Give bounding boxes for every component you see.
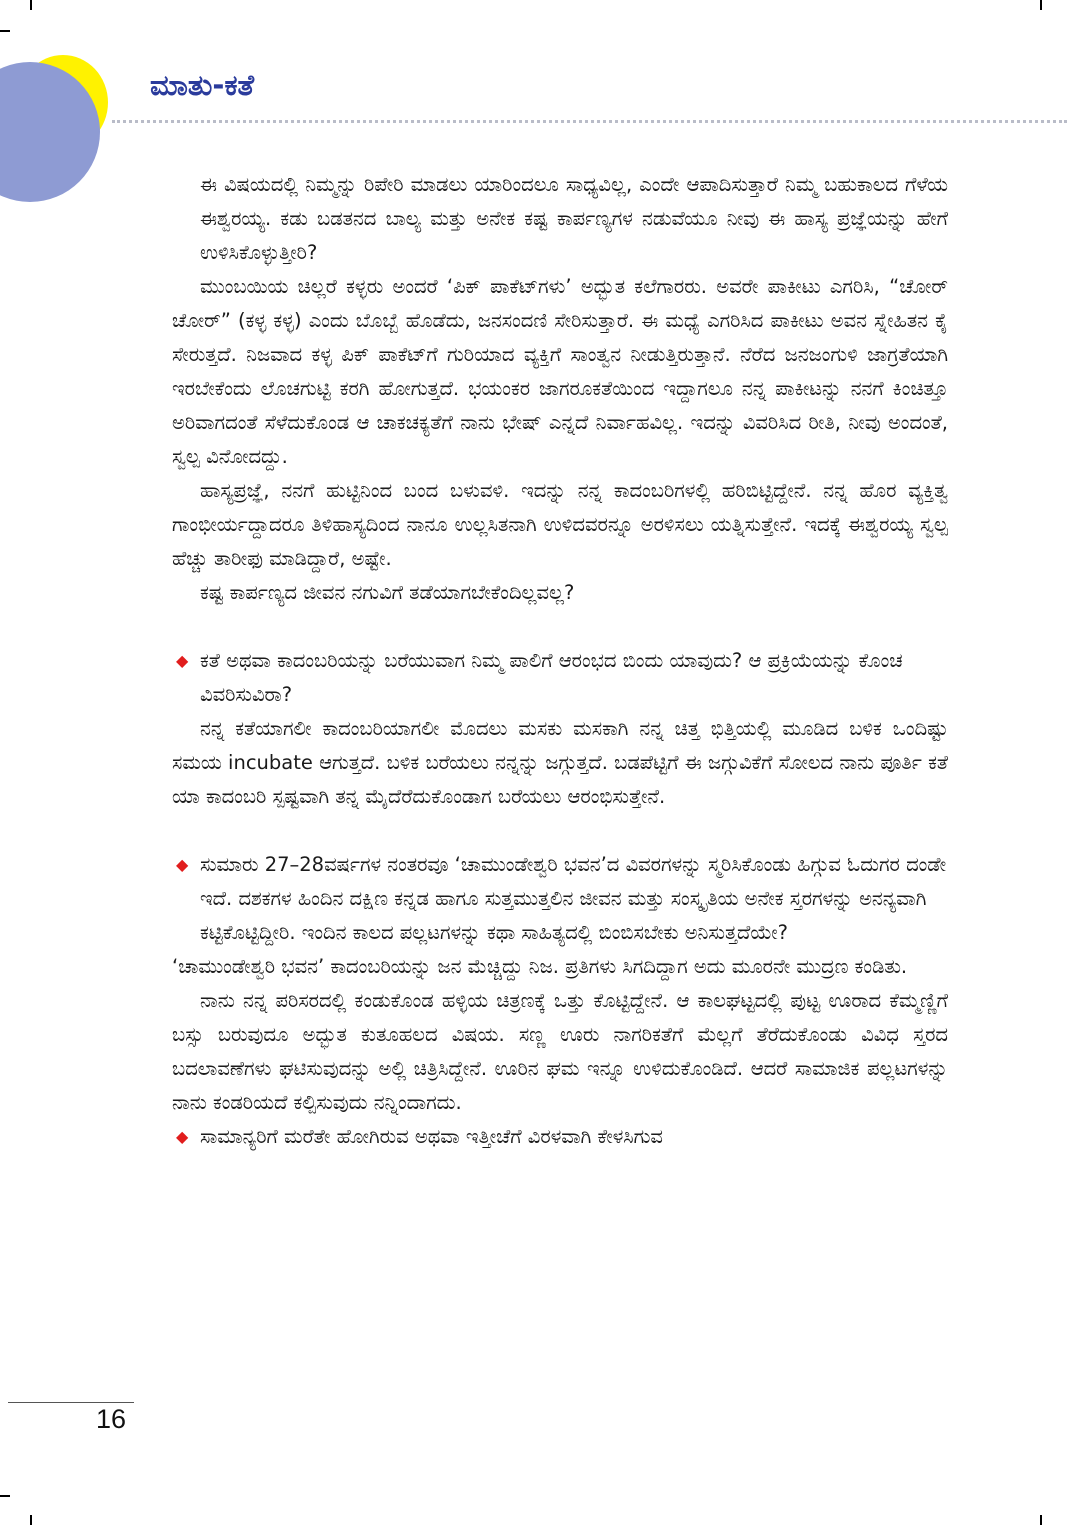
question-text: ಸಾಮಾನ್ಯರಿಗೆ ಮರೆತೇ ಹೋಗಿರುವ ಅಥವಾ ಇತ್ತೀಚೆಗೆ ವಿರಳವಾಗಿ ಕೇಳಸಿಗುವ bbox=[200, 1125, 663, 1148]
question-continuation: ಈ ವಿಷಯದಲ್ಲಿ ನಿಮ್ಮನ್ನು ರಿಪೇರಿ ಮಾಡಲು ಯಾರಿಂದಲೂ ಸಾಧ್ಯವಿಲ್ಲ, ಎಂದೇ ಆಪಾದಿಸುತ್ತಾರೆ ನಿಮ್ಮ ಬಹುಕಾಲದ ಗೆಳೆಯ ಈಶ್ವರಯ್ಯ. ಕಡು ಬಡತನದ ಬಾಲ್ಯ ಮತ್ತು ಅನೇಕ ಕಷ್ಟ ಕಾರ್ಪಣ್ಯಗಳ ನಡುವೆಯೂ ನೀವು ಈ ಹಾಸ್ಯ ಪ್ರಜ್ಞೆಯನ್ನು ಹೇಗೆ ಉಳಿಸಿಕೊಳ್ಳುತ್ತೀರಿ? bbox=[200, 173, 948, 264]
section-gap bbox=[172, 610, 948, 644]
crop-mark bbox=[0, 30, 10, 32]
crop-mark bbox=[30, 0, 32, 10]
red-diamond-icon: ◆ bbox=[176, 1127, 189, 1146]
section-gap bbox=[172, 814, 948, 848]
dotted-divider bbox=[112, 120, 1067, 123]
question-block bbox=[172, 848, 948, 950]
question-text: ಸುಮಾರು 27–28ವರ್ಷಗಳ ನಂತರವೂ ‘ಚಾಮುಂಡೇಶ್ವರಿ ಭವನ’ದ ವಿವರಗಳನ್ನು ಸ್ಮರಿಸಿಕೊಂಡು ಹಿಗ್ಗುವ ಓದುಗರ ದಂಡೇ ಇದೆ. ದಶಕಗಳ ಹಿಂದಿನ ದಕ್ಷಿಣ ಕನ್ನಡ ಹಾಗೂ ಸುತ್ತಮುತ್ತಲಿನ ಜೀವನ ಮತ್ತು ಸಂಸ್ಕೃತಿಯ ಅನೇಕ ಸ್ತರಗಳನ್ನು ಅನನ್ಯವಾಗಿ ಕಟ್ಟಿಕೊಟ್ಟಿದ್ದೀರಿ. ಇಂದಿನ ಕಾಲದ ಪಲ್ಲಟಗಳನ್ನು ಕಥಾ ಸಾಹಿತ್ಯದಲ್ಲಿ ಬಿಂಬಿಸಬೇಕು ಅನಿಸುತ್ತದೆಯೇ? bbox=[200, 853, 947, 944]
page-number: 16 bbox=[96, 1404, 127, 1434]
crop-mark bbox=[1040, 0, 1042, 10]
section-title: ಮಾತು-ಕತೆ bbox=[150, 68, 255, 102]
answer-paragraph: ‘ಚಾಮುಂಡೇಶ್ವರಿ ಭವನ’ ಕಾದಂಬರಿಯನ್ನು ಜನ ಮೆಚ್ಚಿದ್ದು ನಿಜ. ಪ್ರತಿಗಳು ಸಿಗದಿದ್ದಾಗ ಅದು ಮೂರನೇ ಮುದ್ರಣ ಕಂಡಿತು. bbox=[172, 955, 908, 978]
answer-paragraph: ಮುಂಬಯಿಯ ಚಿಲ್ಲರೆ ಕಳ್ಳರು ಅಂದರೆ ‘ಪಿಕ್ ಪಾಕೆಟ್‌ಗಳು’ ಅದ್ಭುತ ಕಲೆಗಾರರು. ಅವರೇ ಪಾಕೀಟು ಎಗರಿಸಿ, “ಚೋರ್ ಚೋರ್” (ಕಳ್ಳ ಕಳ್ಳ) ಎಂದು ಬೊಬ್ಬೆ ಹೊಡೆದು, ಜನಸಂದಣಿ ಸೇರಿಸುತ್ತಾರೆ. ಈ ಮಧ್ಯೆ ಎಗರಿಸಿದ ಪಾಕೀಟು ಅವನ ಸ್ನೇಹಿತನ ಕೈ ಸೇರುತ್ತದೆ. ನಿಜವಾದ ಕಳ್ಳ ಪಿಕ್ ಪಾಕೆಟ್‌ಗೆ ಗುರಿಯಾದ ವ್ಯಕ್ತಿಗೆ ಸಾಂತ್ವನ ನೀಡುತ್ತಿರುತ್ತಾನೆ. ನೆರೆದ ಜನಜಂಗುಳಿ ಜಾಗ್ರತೆಯಾಗಿ ಇರಬೇಕೆಂದು ಲೊಚಗುಟ್ಟಿ ಕರಗಿ ಹೋಗುತ್ತದೆ. ಭಯಂಕರ ಜಾಗರೂಕತೆಯಿಂದ ಇದ್ದಾಗಲೂ ನನ್ನ ಪಾಕೀಟನ್ನು ನನಗೆ ಕಿಂಚಿತ್ತೂ ಅರಿವಾಗದಂತೆ ಸೆಳೆದುಕೊಂಡ ಆ ಚಾಕಚಕ್ಯತೆಗೆ ನಾನು ಭೇಷ್ ಎನ್ನದೆ ನಿರ್ವಾಹವಿಲ್ಲ. ಇದನ್ನು ವಿವರಿಸಿದ ರೀತಿ, ನೀವು ಅಂದಂತೆ, ಸ್ವಲ್ಪ ವಿನೋದದ್ದು. bbox=[172, 275, 948, 468]
crop-mark bbox=[1040, 1515, 1042, 1525]
answer-paragraph: ಹಾಸ್ಯಪ್ರಜ್ಞೆ, ನನಗೆ ಹುಟ್ಟಿನಿಂದ ಬಂದ ಬಳುವಳಿ. ಇದನ್ನು ನನ್ನ ಕಾದಂಬರಿಗಳಲ್ಲಿ ಹರಿಬಿಟ್ಟಿದ್ದೇನೆ. ನನ್ನ ಹೊರ ವ್ಯಕ್ತಿತ್ವ ಗಾಂಭೀರ್ಯದ್ದಾದರೂ ತಿಳಿಹಾಸ್ಯದಿಂದ ನಾನೂ ಉಲ್ಲಸಿತನಾಗಿ ಉಳಿದವರನ್ನೂ ಅರಳಿಸಲು ಯತ್ನಿಸುತ್ತೇನೆ. ಇದಕ್ಕೆ ಈಶ್ವರಯ್ಯ ಸ್ವಲ್ಪ ಹೆಚ್ಚು ತಾರೀಫು ಮಾಡಿದ್ದಾರೆ, ಅಷ್ಟೇ. bbox=[172, 479, 948, 570]
question-block bbox=[172, 1120, 948, 1154]
question-text: ಕತೆ ಅಥವಾ ಕಾದಂಬರಿಯನ್ನು ಬರೆಯುವಾಗ ನಿಮ್ಮ ಪಾಲಿಗೆ ಆರಂಭದ ಬಿಂದು ಯಾವುದು? ಆ ಪ್ರಕ್ರಿಯೆಯನ್ನು ಕೊಂಚ ವಿವರಿಸುವಿರಾ? bbox=[200, 649, 903, 706]
crop-mark bbox=[0, 1495, 10, 1497]
answer-paragraph: ಕಷ್ಟ ಕಾರ್ಪಣ್ಯದ ಜೀವನ ನಗುವಿಗೆ ತಡೆಯಾಗಬೇಕೆಂದಿಲ್ಲವಲ್ಲ? bbox=[200, 581, 575, 604]
red-diamond-icon: ◆ bbox=[176, 651, 189, 670]
red-diamond-icon: ◆ bbox=[176, 855, 189, 874]
answer-paragraph: ನನ್ನ ಕತೆಯಾಗಲೀ ಕಾದಂಬರಿಯಾಗಲೀ ಮೊದಲು ಮಸಕು ಮಸಕಾಗಿ ನನ್ನ ಚಿತ್ತ ಭಿತ್ತಿಯಲ್ಲಿ ಮೂಡಿದ ಬಳಿಕ ಒಂದಿಷ್ಟು ಸಮಯ incubate ಆಗುತ್ತದೆ. ಬಳಿಕ ಬರೆಯಲು ನನ್ನನ್ನು ಜಗ್ಗುತ್ತದೆ. ಬಡಪೆಟ್ಟಿಗೆ ಈ ಜಗ್ಗುವಿಕೆಗೆ ಸೋಲದ ನಾನು ಪೂರ್ತಿ ಕತೆ ಯಾ ಕಾದಂಬರಿ ಸ್ಪಷ್ಟವಾಗಿ ತನ್ನ ಮೈದೆರೆದುಕೊಂಡಾಗ ಬರೆಯಲು ಆರಂಭಿಸುತ್ತೇನೆ. bbox=[172, 717, 948, 808]
question-block bbox=[172, 644, 948, 712]
footer-rule bbox=[8, 1402, 134, 1403]
article-body bbox=[172, 168, 948, 1154]
crop-mark bbox=[30, 1515, 32, 1525]
answer-paragraph: ನಾನು ನನ್ನ ಪರಿಸರದಲ್ಲಿ ಕಂಡುಕೊಂಡ ಹಳ್ಳಿಯ ಚಿತ್ರಣಕ್ಕೆ ಒತ್ತು ಕೊಟ್ಟಿದ್ದೇನೆ. ಆ ಕಾಲಘಟ್ಟದಲ್ಲಿ ಪುಟ್ಟ ಊರಾದ ಕೆಮ್ಮಣ್ಣಿಗೆ ಬಸ್ಸು ಬರುವುದೂ ಅದ್ಭುತ ಕುತೂಹಲದ ವಿಷಯ. ಸಣ್ಣ ಊರು ನಾಗರಿಕತೆಗೆ ಮೆಲ್ಲಗೆ ತೆರೆದುಕೊಂಡು ವಿವಿಧ ಸ್ತರದ ಬದಲಾವಣೆಗಳು ಘಟಿಸುವುದನ್ನು ಅಲ್ಲಿ ಚಿತ್ರಿಸಿದ್ದೇನೆ. ಊರಿನ ಘಮ ಇನ್ನೂ ಉಳಿದುಕೊಂಡಿದೆ. ಆದರೆ ಸಾಮಾಜಿಕ ಪಲ್ಲಟಗಳನ್ನು ನಾನು ಕಂಡರಿಯದೆ ಕಲ್ಪಿಸುವುದು ನನ್ನಿಂದಾಗದು. bbox=[172, 989, 948, 1114]
